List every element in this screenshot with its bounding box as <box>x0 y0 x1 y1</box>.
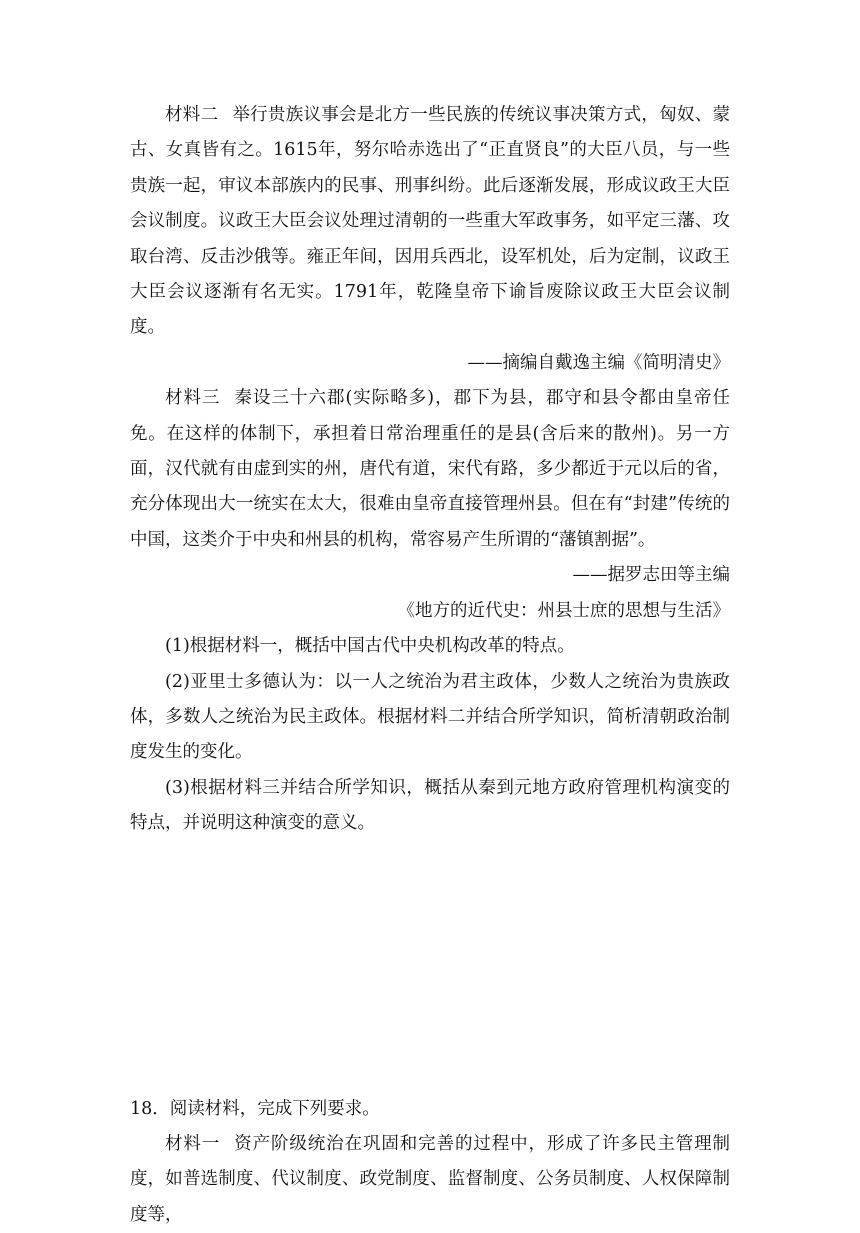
question-2: (2)亚里士多德认为：以一人之统治为君主政体，少数人之统治为贵族政体，多数人之统治为民主政体。根据材料二并结合所学知识，简析清朝政治制度发生的变化。 <box>130 671 730 763</box>
question-18-heading: 18．阅读材料，完成下列要求。 <box>130 1098 380 1119</box>
question-18-material-1-text: 资产阶级统治在巩固和完善的过程中，形成了许多民主管理制度，如普选制度、代议制度、政党制度、监督制度、公务员制度、人权保障制度等， <box>130 1133 731 1225</box>
document-page <box>130 98 730 1233</box>
material-2-source: ——摘编自戴逸主编《简明清史》 <box>467 352 730 373</box>
question-18-material-1-label: 材料一 <box>165 1133 221 1154</box>
material-3-text: 秦设三十六郡(实际略多)，郡下为县，郡守和县令都由皇帝任免。在这样的体制下，承担着日常治理重任的是县(含后来的散州)。另一方面，汉代就有由虚到实的州，唐代有道，宋代有路，多少都近于元以后的省，充分体现出大一统实在太大，很难由皇帝直接管理州县。但在有“封建”传统的中国，这类介于中央和州县的机构，常容易产生所谓的“藩镇割据”。 <box>130 388 730 550</box>
material-3-paragraph <box>130 381 730 558</box>
answer-space <box>130 842 730 1092</box>
material-3-source-line-1: ——据罗志田等主编 <box>572 565 730 586</box>
material-2-label: 材料二 <box>165 105 219 125</box>
material-2-text: 举行贵族议事会是北方一些民族的传统议事决策方式，匈奴、蒙古、女真皆有之。1615年，努尔哈赤选出了“正直贤良”的大臣八员，与一些贵族一起，审议本部族内的民事、刑事纠纷。此后逐渐发展，形成议政王大臣会议制度。议政王大臣会议处理过清朝的一些重大军政事务，如平定三藩、攻取台湾、反击沙俄等。雍正年间，因用兵西北，设军机处，后为定制，议政王大臣会议逐渐有名无实。1791年，乾隆皇帝下谕旨废除议政王大臣会议制度。 <box>130 105 731 338</box>
material-3-label: 材料三 <box>165 388 221 409</box>
material-2-paragraph <box>130 98 730 346</box>
question-18-material-1 <box>130 1127 730 1233</box>
question-1: (1)根据材料一，概括中国古代中央机构改革的特点。 <box>165 636 575 657</box>
material-3-source-line-2: 《地方的近代史：州县士庶的思想与生活》 <box>397 600 730 621</box>
question-3: (3)根据材料三并结合所学知识，概括从秦到元地方政府管理机构演变的特点，并说明这种演变的意义。 <box>130 777 730 834</box>
